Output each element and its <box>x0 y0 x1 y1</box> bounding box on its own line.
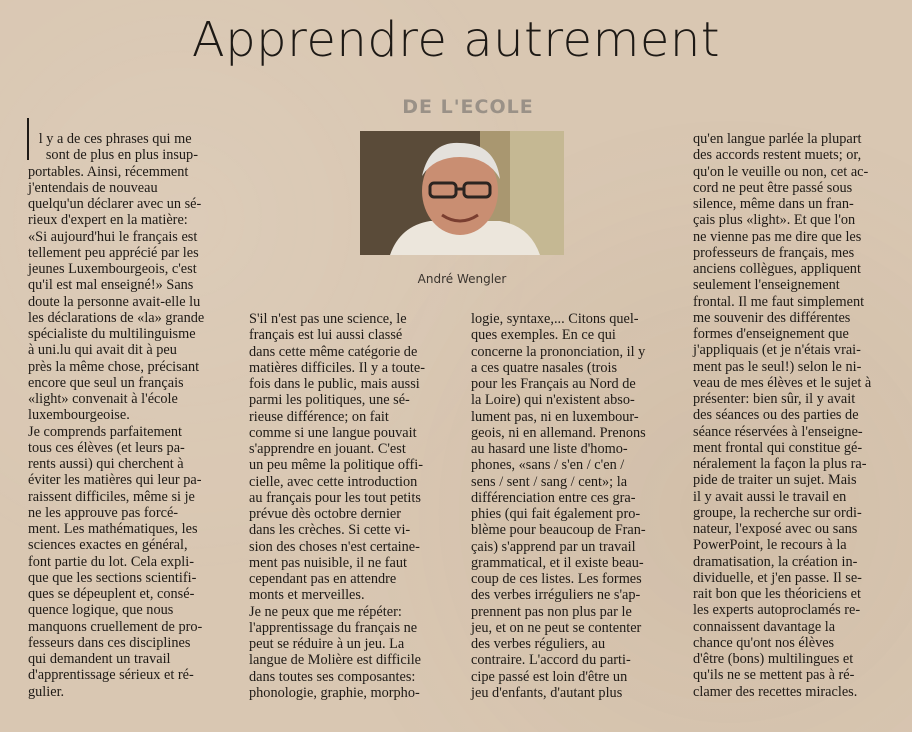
text-line: quelqu'un déclarer avec un sé- <box>28 196 202 212</box>
text-line: professeurs de français, mes <box>693 244 855 261</box>
text-line: çais plus «light». Et que l'on <box>693 212 856 229</box>
text-line: PowerPoint, le recours à la <box>693 537 847 554</box>
text-line: connaissent davantage la <box>693 618 836 635</box>
text-line: phies (qui fait également pro- <box>471 506 641 522</box>
text-line: prévue dès octobre dernier <box>249 506 402 522</box>
text-line: ment. Les mathématiques, les <box>28 521 198 537</box>
text-line: me souvenir des différentes <box>693 309 851 326</box>
text-line: jeu, et on ne peut se contenter <box>471 619 642 636</box>
text-line: qu'on le veuille ou non, cet ac- <box>693 163 869 180</box>
text-line: «Si aujourd'hui le français est <box>28 228 198 245</box>
text-line: éviter les matières qui leur pa- <box>28 472 202 489</box>
text-line: blème pour beaucoup de Fran- <box>471 522 646 539</box>
text-line: nateur, l'exposé avec ou sans <box>693 521 858 537</box>
text-line: peut se réduire à un jeu. La <box>249 636 405 652</box>
text-line: phones, «sans / s'en / c'en / <box>471 457 625 474</box>
text-line: que que les sections scientifi- <box>28 569 197 586</box>
text-line: à uni.lu qui avait dit à peu <box>28 342 177 359</box>
text-line: clamer des recettes miracles. <box>693 683 858 700</box>
text-line: s'apprendre en jouant. C'est <box>249 441 406 457</box>
text-line: portables. Ainsi, récemment <box>28 163 189 180</box>
text-line: fesseurs dans ces disciplines <box>28 634 191 651</box>
text-line: néralement la façon la plus ra- <box>693 456 867 472</box>
text-line: des accords restent muets; or, <box>693 147 862 164</box>
text-line: qu'ils ne se mettent pas à ré- <box>693 667 855 684</box>
text-line: l'apprentissage du français ne <box>249 619 418 636</box>
text-line: dans les crèches. Si cette vi- <box>249 522 411 539</box>
text-line: dans toutes ses composantes: <box>249 668 416 685</box>
text-line: chance qu'ont nos élèves <box>693 634 835 651</box>
section-heading: DE L'ECOLE <box>402 96 534 118</box>
text-line: geois, ni en allemand. Prenons <box>471 424 646 441</box>
text-line: cielle, avec cette introduction <box>249 473 418 490</box>
text-line: matières difficiles. Il y a toute- <box>249 359 426 376</box>
text-line: anciens collègues, appliquent <box>693 261 861 277</box>
text-line: sens / sent / sang / cent»; la <box>471 473 628 490</box>
text-line: d'être (bons) multilingues et <box>693 651 854 667</box>
text-line: pour les Français au Nord de <box>471 376 636 392</box>
text-line: encore que seul un français <box>28 374 184 391</box>
text-line: qu'il est mal enseigné!» Sans <box>28 277 194 294</box>
text-line: j'entendais de nouveau <box>28 179 158 196</box>
text-line: silence, même dans un fran- <box>693 196 854 212</box>
text-line: luxembourgeoise. <box>28 407 130 424</box>
text-line: rents aussi) qui cherchent à <box>28 456 184 472</box>
text-column-1 <box>28 131 204 700</box>
text-line: manquons cruellement de pro- <box>28 618 203 635</box>
text-line: logie, syntaxe,... Citons quel- <box>471 311 639 327</box>
text-line: Je ne peux que me répéter: <box>249 603 402 620</box>
text-line: raissent difficiles, même si je <box>28 488 195 505</box>
text-line: séance réservées à l'enseigne- <box>693 423 863 440</box>
text-line: pide de traiter un sujet. Mais <box>693 472 857 489</box>
text-line: présenter: bien sûr, il y avait <box>693 391 856 407</box>
text-line: sion des choses n'est certaine- <box>249 538 420 555</box>
text-line: prennent pas non plus par le <box>471 603 632 620</box>
text-line: les déclarations de «la» grande <box>28 309 205 326</box>
text-column-2 <box>249 311 425 701</box>
text-line: ne vienne pas me dire que les <box>693 228 862 245</box>
text-line: cord ne peut être passé sous <box>693 179 853 196</box>
text-line: un peu même la politique offi- <box>249 457 424 474</box>
text-line: «light» convenait à l'école <box>28 391 178 407</box>
text-line: çais) s'apprend par un travail <box>471 538 636 555</box>
text-line: qui demandent un travail <box>28 651 171 667</box>
text-line: a ces quatre nasales (trois <box>471 359 618 376</box>
text-line: contraire. L'accord du parti- <box>471 652 631 669</box>
text-line: différenciation entre ces gra- <box>471 489 636 506</box>
text-line: Je comprends parfaitement <box>28 423 183 440</box>
text-line: qu'en langue parlée la plupart <box>693 131 862 147</box>
text-line: jeu d'enfants, d'autant plus <box>471 684 623 701</box>
text-line: d'apprentissage sérieux et ré- <box>28 667 194 684</box>
text-line: au français pour les tout petits <box>249 489 421 506</box>
text-line: ment frontal qui constitue gé- <box>693 439 863 456</box>
text-line: l y a de ces phrases qui me <box>28 131 192 147</box>
page-title: Apprendre autrement <box>191 12 721 68</box>
text-line: doute la personne avait-elle lu <box>28 293 201 310</box>
text-line: les experts autoproclamés re- <box>693 602 861 619</box>
photo-caption: André Wengler <box>417 272 507 286</box>
text-line: j'appliquais (et je n'étais vrai- <box>693 342 861 359</box>
text-line: concerne la prononciation, il y <box>471 343 646 360</box>
text-line: quence logique, que nous <box>28 602 174 619</box>
text-line: comme si une langue pouvait <box>249 424 417 441</box>
text-line: lument pas, ni en luxembour- <box>471 408 639 425</box>
text-line: ment pas le seul!) selon le ni- <box>693 358 862 375</box>
text-line: dans cette même catégorie de <box>249 343 418 360</box>
text-line: des séances ou des parties de <box>693 407 859 424</box>
text-line: ne les approuve pas forcé- <box>28 504 179 521</box>
text-line: rieuse différence; on fait <box>249 408 389 425</box>
text-line: cipe passé est loin d'être un <box>471 668 628 685</box>
text-line: des verbes réguliers, au <box>471 636 606 652</box>
text-line: fois dans le public, mais aussi <box>249 376 420 392</box>
text-line: sont de plus en plus insup- <box>28 147 198 164</box>
text-line: près la même chose, précisant <box>28 358 200 375</box>
text-line: spécialiste du multilinguisme <box>28 326 196 342</box>
text-line: S'il n'est pas une science, le <box>249 311 407 327</box>
text-line: tellement peu apprécié par les <box>28 244 199 261</box>
text-line: rieux d'expert en la matière: <box>28 212 188 229</box>
text-line: au hasard une liste d'homo- <box>471 441 628 457</box>
text-line: jeunes Luxembourgeois, c'est <box>28 261 197 277</box>
text-line: seulement l'enseignement <box>693 277 840 294</box>
text-column-3 <box>471 311 646 701</box>
text-line: tous ces élèves (et leurs pa- <box>28 439 185 456</box>
text-line: dividuelle, et j'en passe. Il se- <box>693 569 862 586</box>
text-line: sciences exactes en général, <box>28 537 188 554</box>
text-line: groupe, la recherche sur ordi- <box>693 504 862 521</box>
text-line: monts et merveilles. <box>249 587 365 604</box>
text-line: grammatical, et il existe beau- <box>471 554 644 571</box>
text-line: veau de mes élèves et le sujet à <box>693 374 872 391</box>
text-line: frontal. Il me faut simplement <box>693 293 865 310</box>
text-line: français est lui aussi classé <box>249 327 403 344</box>
text-line: cependant pas en attendre <box>249 571 397 587</box>
text-line: formes d'enseignement que <box>693 326 849 342</box>
text-line: des verbes irréguliers ne s'ap- <box>471 587 641 604</box>
author-photo <box>360 131 564 255</box>
text-line: font partie du lot. Cela expli- <box>28 553 194 570</box>
text-line: coup de ces listes. Les formes <box>471 571 642 587</box>
text-line: ques se dépeuplent et, consé- <box>28 586 195 602</box>
text-line: langue de Molière est difficile <box>249 652 422 669</box>
text-line: parmi les politiques, une sé- <box>249 392 410 409</box>
text-line: ques exemples. En ce qui <box>471 327 616 344</box>
text-line: gulier. <box>28 683 65 700</box>
text-line: il y avait aussi le travail en <box>693 488 847 505</box>
text-column-4 <box>693 131 871 700</box>
text-line: phonologie, graphie, morpho- <box>249 684 420 701</box>
text-line: dramatisation, la création in- <box>693 553 858 570</box>
text-line: la Loire) qui n'existent abso- <box>471 392 635 409</box>
text-line: ment pas nuisible, il ne faut <box>249 554 408 571</box>
text-line: rait bon que les théoriciens et <box>693 586 861 602</box>
